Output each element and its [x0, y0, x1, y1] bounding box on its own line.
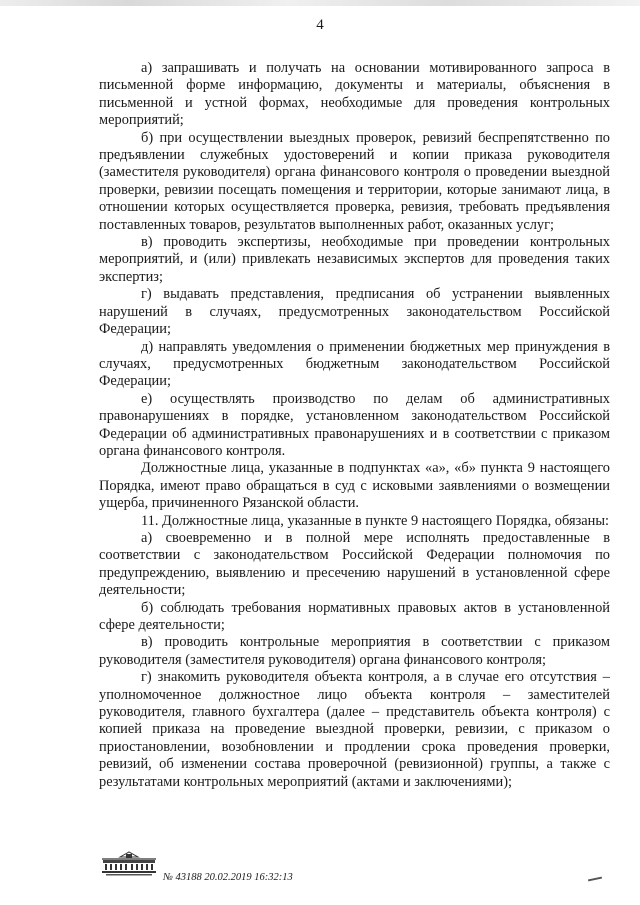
paragraph-10a: а) запрашивать и получать на основании мотивированного запроса в письменной форме информацию, документы и материалы, объяснения в письменной и устной формах, необходимые для проведения контрольных мероприятий; [99, 60, 610, 129]
document-footer [100, 851, 400, 891]
paragraph-10g: г) выдавать представления, предписания об устранении выявленных нарушений в случаях, предусмотренных законодательством Российской Федерации; [99, 286, 610, 338]
paragraph-11v: в) проводить контрольные мероприятия в соответствии с приказом руководителя (заместителя руководителя) органа финансового контроля; [99, 634, 610, 668]
paragraph-10b: б) при осуществлении выездных проверок, ревизий беспрепятственно по предъявлении служебных удостоверений и копии приказа руководителя (заместителя руководителя) органа финансового контроля о проведении выездной проверки, ревизии посещать помещения и территории, которые занимают лица, в отношении которых осуществляется проверка, ревизия, требовать предъявления поставленных товаров, результатов выполненных работ, оказанных услуг; [99, 129, 610, 233]
paragraph-11a: а) своевременно и в полной мере исполнять предоставленные в соответствии с законодательством Российской Федерации полномочия по предупреждению, выявлению и пресечению нарушений в установленной сфере деятельности; [99, 529, 610, 599]
scan-edge [0, 0, 640, 6]
paragraph-10v: в) проводить экспертизы, необходимые при проведении контрольных мероприятий, и (или) привлекать независимых экспертов для проведения таких экспертиз; [99, 234, 610, 285]
paragraph-10e: е) осуществлять производство по делам об административных правонарушениях в порядке, установленном законодательством Российской Федерации об административных правонарушениях и в соответствии с приказом органа финансового контроля. [99, 390, 610, 459]
government-building-stamp-icon [100, 851, 158, 877]
paragraph-11: 11. Должностные лица, указанные в пункте 9 настоящего Порядка, обязаны: [141, 512, 610, 529]
paragraph-11b: б) соблюдать требования нормативных правовых актов в установленной сфере деятельности; [99, 599, 610, 633]
page-number: 4 [316, 17, 324, 33]
document-body [99, 60, 610, 791]
document-registration-code: № 43188 20.02.2019 16:32:13 [163, 872, 293, 883]
paragraph-11g: г) знакомить руководителя объекта контроля, а в случае его отсутствия – уполномоченное должностное лицо объекта контроля – заместителей руководителя, главного бухгалтера (далее – представитель объекта контроля) с копией приказа на проведение выездной проверки, ревизии, с приказом о приостановлении, возобновлении и продлении срока проведения проверки, ревизий, об изменении состава проверочной (ревизионной) группы, а также с результатами контрольных мероприятий (актами и заключениями); [99, 669, 610, 790]
paragraph-court-claims: Должностные лица, указанные в подпунктах «а», «б» пункта 9 настоящего Порядка, имеют право обращаться в суд с исковыми заявлениями о возмещении ущерба, причиненного Рязанской области. [99, 460, 610, 512]
scan-mark [588, 877, 602, 882]
paragraph-10d: д) направлять уведомления о применении бюджетных мер принуждения в случаях, предусмотренных бюджетным законодательством Российской Федерации; [99, 338, 610, 390]
